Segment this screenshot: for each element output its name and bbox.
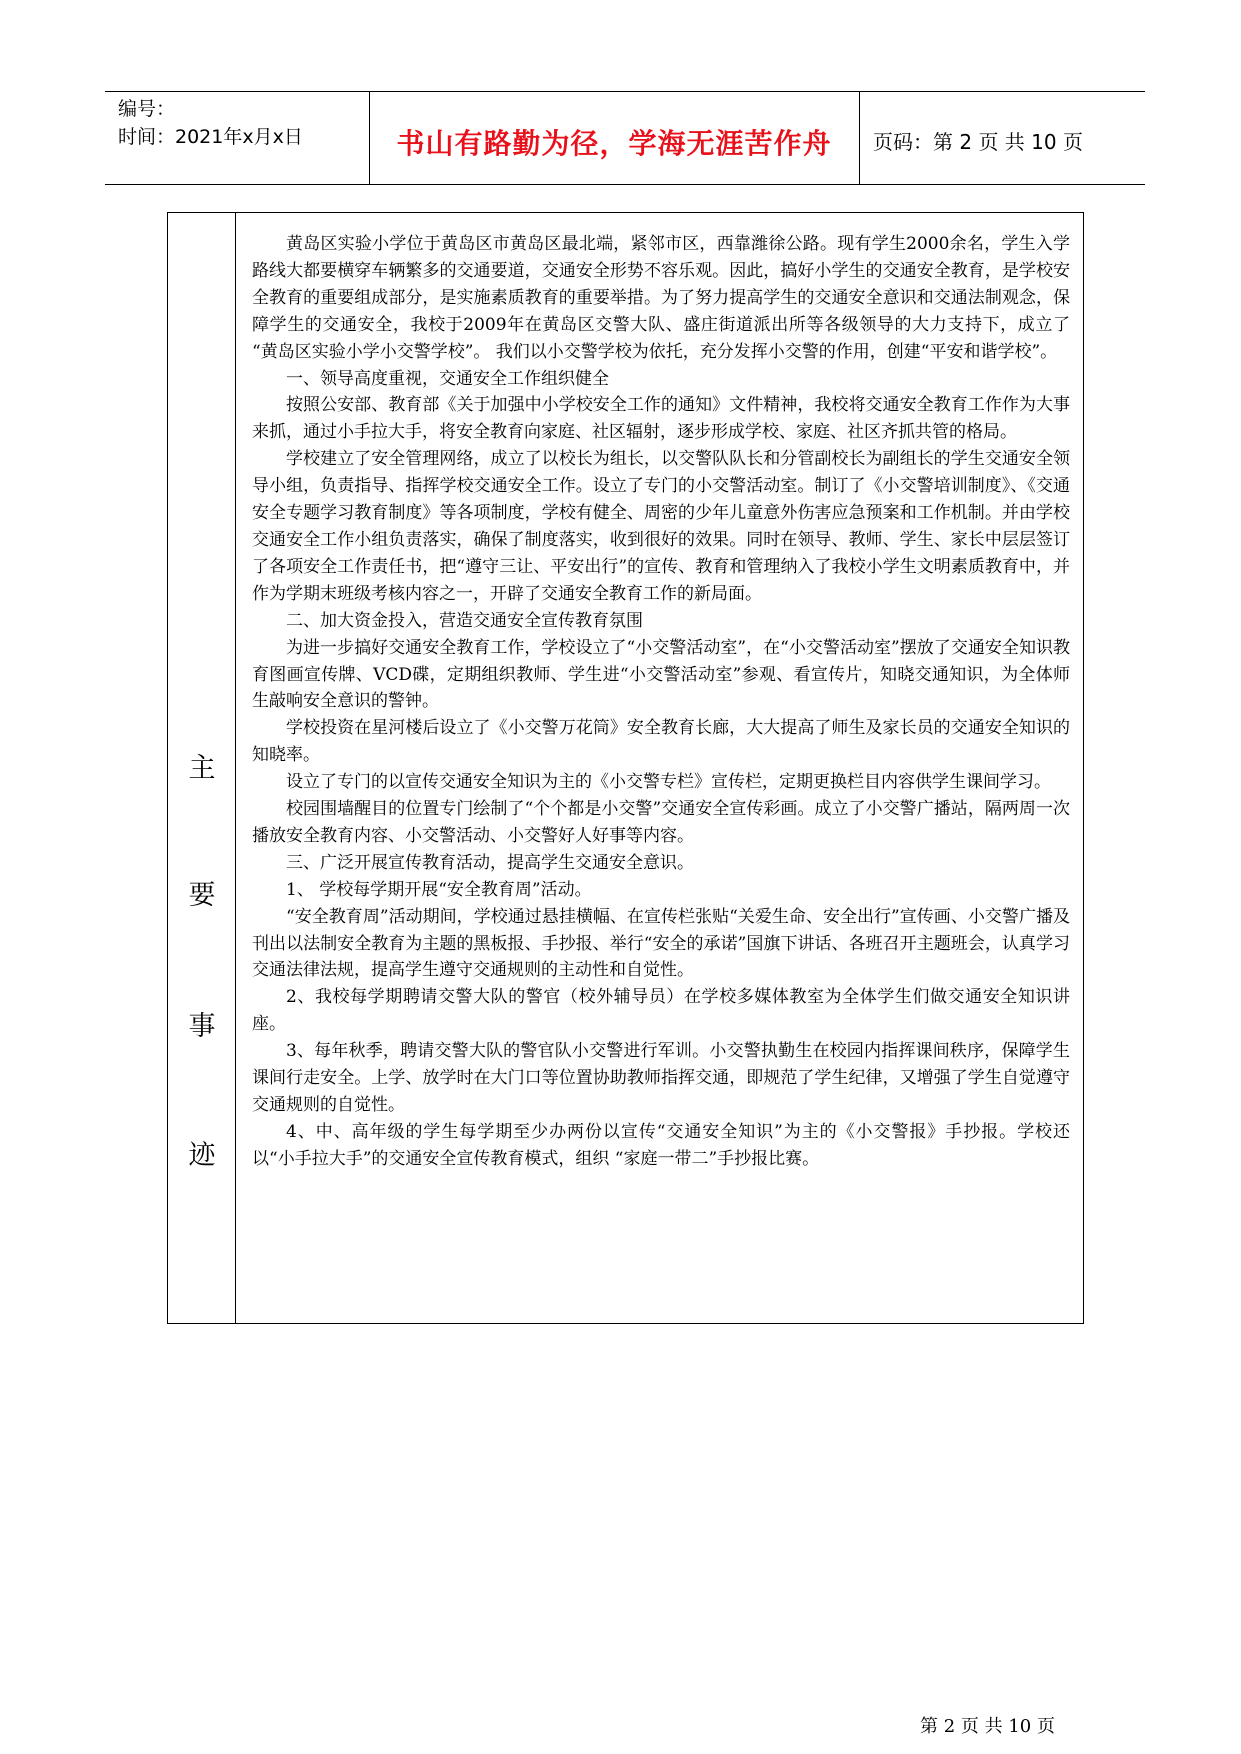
motto-text: 书山有路勤为径，学海无涯苦作舟: [396, 127, 832, 160]
paragraph: 4、中、高年级的学生每学期至少办两份以宣传“交通安全知识”为主的《小交警报》手抄报。学校还以“小手拉大手”的交通安全宣传教育模式，组织 “家庭一带二”手抄报比赛。: [252, 1121, 1070, 1169]
paragraph: 学校建立了安全管理网络，成立了以校长为组长，以交警队队长和分管副校长为副组长的学生交通安全领导小组，负责指导、指挥学校交通安全工作。设立了专门的小交警活动室。制订了《小交警培训制度》、《交通安全专题学习教育制度》等各项制度，学校有健全、周密的少年儿童意外伤害应急预案和工作机制。并由学校交通安全工作小组负责落实，确保了制度落实，收到很好的效果。同时在领导、教师、学生、家长中层层签订了各项安全工作责任书，把“遵守三让、平安出行”的宣传、教育和管理纳入了我校小学生文明素质教育中，并作为学期末班级考核内容之一，开辟了交通安全教育工作的新局面。: [252, 449, 1070, 604]
paragraph: 学校投资在星河楼后设立了《小交警万花筒》安全教育长廊，大大提高了师生及家长员的交通安全知识的知晓率。: [252, 718, 1070, 766]
paragraph: 黄岛区实验小学位于黄岛区市黄岛区最北端，紧邻市区，西靠潍徐公路。现有学生2000余名，学生入学路线大都要横穿车辆繁多的交通要道，交通安全形势不容乐观。因此，搞好小学生的交通安全教育，是学校安全教育的重要组成部分，是实施素质教育的重要举措。为了努力提高学生的交通安全意识和交通法制观念，保障学生的交通安全，我校于2009年在黄岛区交警大队、盛庄街道派出所等各级领导的大力支持下，成立了 “黄岛区实验小学小交警学校”。 我们以小交警学校为依托，充分发挥小交警的作用，创建“平安和谐学校”。: [252, 234, 1070, 362]
header-left-cell: [105, 92, 370, 184]
row-label-char: 事: [188, 1011, 216, 1042]
page-code-label: 页码：第 2 页 共 10 页: [873, 130, 1083, 154]
serial-number-label: 编号：: [118, 98, 176, 120]
section-heading: 二、加大资金投入，营造交通安全宣传教育氛围: [286, 610, 643, 631]
paragraph: 1、 学校每学期开展“安全教育周”活动。: [286, 879, 592, 900]
paragraph: 设立了专门的以宣传交通安全知识为主的《小交警专栏》宣传栏，定期更换栏目内容供学生课间学习。: [286, 772, 1051, 793]
paragraph: “安全教育周”活动期间，学校通过悬挂横幅、在宣传栏张贴“关爱生命、安全出行”宣传画、小交警广播及刊出以法制安全教育为主题的黑板报、手抄报、举行“安全的承诺”国旗下讲话、各班召开主题班会，认真学习交通法律法规，提高学生遵守交通规则的主动性和自觉性。: [252, 906, 1070, 981]
row-label-char: 主: [188, 753, 216, 784]
header-right-cell: [859, 92, 1145, 184]
paragraph: 按照公安部、教育部《关于加强中小学校安全工作的通知》文件精神，我校将交通安全教育工作作为大事来抓，通过小手拉大手，将安全教育向家庭、社区辐射，逐步形成学校、家庭、社区齐抓共管的格局。: [252, 395, 1070, 443]
time-label: 时间：2021年x月x日: [118, 126, 303, 148]
section-heading: 一、领导高度重视，交通安全工作组织健全: [286, 368, 609, 389]
page-header: [105, 91, 1145, 185]
paragraph: 3、每年秋季，聘请交警大队的警官队小交警进行军训。小交警执勤生在校园内指挥课间秩序，保障学生课间行走安全。上学、放学时在大门口等位置协助教师指挥交通，即规范了学生纪律，又增强了学生自觉遵守交通规则的自觉性。: [252, 1041, 1070, 1115]
content-cell: [252, 231, 1070, 1173]
paragraph: 校园围墙醒目的位置专门绘制了“个个都是小交警”交通安全宣传彩画。成立了小交警广播站，隔两周一次播放安全教育内容、小交警活动、小交警好人好事等内容。: [252, 799, 1070, 846]
paragraph: 为进一步搞好交通安全教育工作，学校设立了“小交警活动室”，在“小交警活动室”摆放了交通安全知识教育图画宣传牌、VCD碟，定期组织教师、学生进“小交警活动室”参观、看宣传片，知晓交通知识，为全体师生敲响安全意识的警钟。: [252, 637, 1070, 712]
paragraph: 2、我校每学期聘请交警大队的警官（校外辅导员）在学校多媒体教室为全体学生们做交通安全知识讲座。: [252, 987, 1070, 1035]
row-label-char: 迹: [188, 1140, 216, 1171]
row-label-char: 要: [188, 880, 216, 911]
header-middle-cell: [369, 92, 860, 184]
section-heading: 三、广泛开展宣传教育活动，提高学生交通安全意识。: [286, 852, 694, 873]
main-deeds-table: [167, 212, 1084, 1324]
row-label-cell: [168, 213, 236, 1323]
footer-page-number: 第 2 页 共 10 页: [920, 1716, 1055, 1737]
